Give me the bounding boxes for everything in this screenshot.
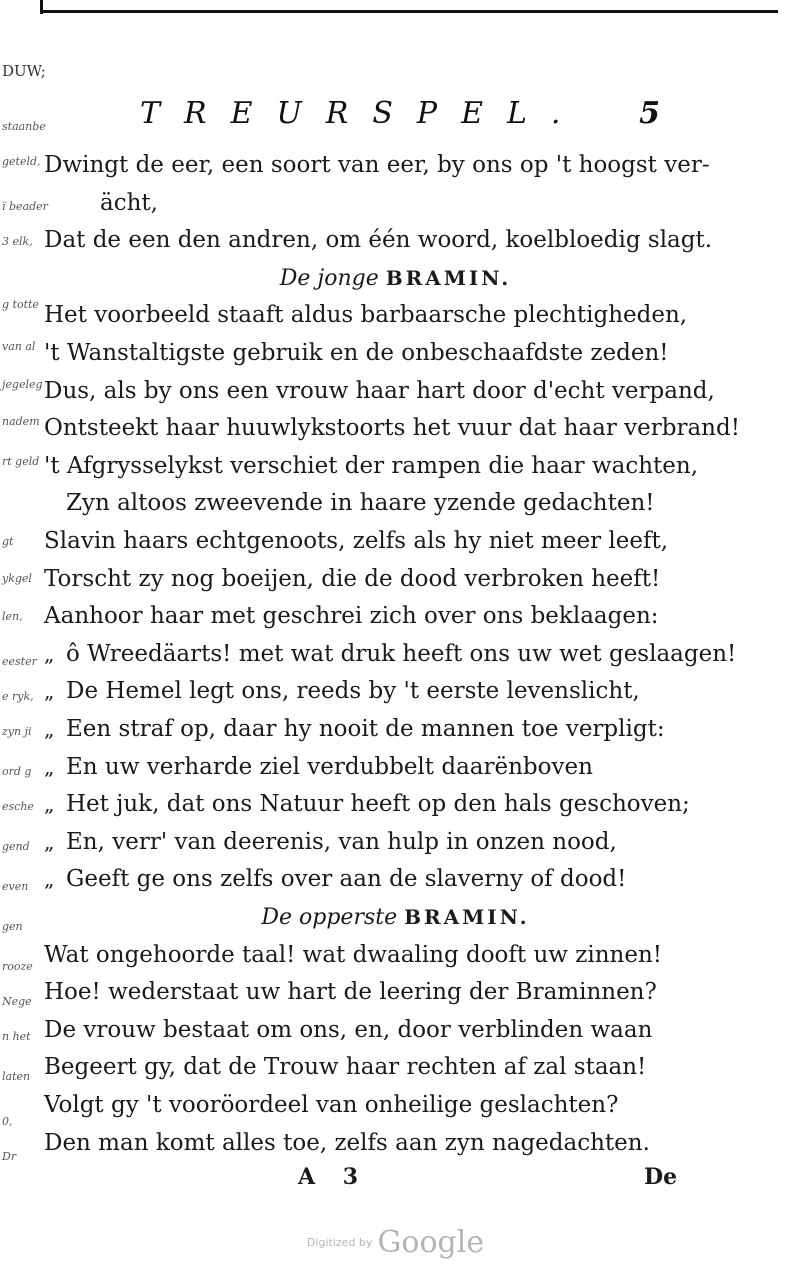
quotation-mark: „: [44, 867, 55, 892]
margin-note: even: [2, 880, 29, 893]
speaker-name: BRAMIN.: [404, 905, 530, 929]
verse-line: [44, 940, 791, 970]
verse-line: [44, 376, 791, 406]
margin-note: esche: [2, 800, 34, 813]
margin-note: zyn ji: [2, 725, 32, 738]
verse-text: Wat ongehoorde taal! wat dwaaling dooft uw zinnen!: [44, 941, 663, 968]
margin-note: 3 elk,: [2, 235, 33, 248]
verse-text: De vrouw bestaat om ons, en, door verblinden waan: [44, 1016, 653, 1043]
margin-note: jegeleg: [2, 378, 43, 391]
verse-line: [44, 564, 791, 594]
margin-note: g totte: [2, 298, 39, 311]
verse-line: [44, 338, 791, 368]
margin-note: n het: [2, 1030, 31, 1043]
margin-note: gen: [2, 920, 23, 933]
quotation-mark: „: [44, 792, 55, 817]
speaker-heading: [0, 902, 791, 933]
watermark-prefix: Digitized by: [306, 1236, 373, 1249]
verse-text: Zyn altoos zweevende in haare yzende gedachten!: [66, 490, 655, 517]
verse-text: Het juk, dat ons Natuur heeft op den hals geschoven;: [66, 791, 690, 818]
quotation-mark: „: [44, 829, 55, 854]
verse-line: [44, 676, 791, 706]
quotation-mark: „: [44, 679, 55, 704]
running-title: TREURSPEL.: [140, 96, 585, 131]
page-number: 5: [639, 96, 660, 131]
verse-text: Dat de een den andren, om één woord, koelbloedig slagt.: [44, 227, 713, 254]
verse-line: [100, 188, 791, 218]
verse-line: [44, 1090, 791, 1120]
verse-line: [44, 526, 791, 556]
speaker-role: De opperste: [261, 905, 398, 930]
margin-note: rooze: [2, 960, 33, 973]
verse-line: [44, 864, 791, 894]
verse-line: [44, 789, 791, 819]
verse-line: [44, 413, 791, 443]
verse-text: ô Wreedäarts! met wat druk heeft ons uw wet geslaagen!: [66, 640, 737, 667]
verse-text: Ontsteekt haar huuwlykstoorts het vuur dat haar verbrand!: [44, 415, 740, 442]
watermark-logo: Google: [377, 1225, 485, 1260]
margin-note: geteld,: [2, 155, 41, 168]
verse-line: [44, 150, 791, 180]
margin-note: len,: [2, 610, 23, 623]
verse-line: [44, 1052, 791, 1082]
verse-line: [44, 977, 791, 1007]
verse-line: [44, 1015, 791, 1045]
digitized-watermark: [0, 1225, 791, 1260]
verse-text: Het voorbeeld staaft aldus barbaarsche plechtigheden,: [44, 302, 688, 329]
verse-text: En uw verharde ziel verdubbelt daarënboven: [66, 753, 593, 780]
quotation-mark: „: [44, 641, 55, 666]
margin-note: van al: [2, 340, 36, 353]
catchword: De: [644, 1164, 678, 1190]
margin-note: gt: [2, 535, 14, 548]
page-top-rule: [40, 0, 778, 13]
margin-note: Nege: [2, 995, 32, 1008]
verse-text: Slavin haars echtgenoots, zelfs als hy niet meer leeft,: [44, 528, 669, 554]
margin-note: DUW;: [2, 62, 46, 80]
verse-line: [44, 827, 791, 857]
margin-note: nadem: [2, 415, 40, 428]
margin-note: ord g: [2, 765, 32, 778]
verse-line: [44, 714, 791, 744]
margin-note: eester: [2, 655, 37, 668]
margin-note: staanbe: [2, 120, 46, 133]
verse-text: Volgt gy 't vooröordeel van onheilige geslachten?: [44, 1092, 619, 1118]
margin-note: e ryk,: [2, 690, 34, 703]
margin-note: ykgel: [2, 572, 32, 585]
verse-text: 't Wanstaltigste gebruik en de onbeschaafdste zeden!: [44, 340, 669, 366]
verse-line: [44, 639, 791, 669]
verse-line: [44, 752, 791, 782]
quotation-mark: „: [44, 754, 55, 779]
margin-note: ï beader: [2, 200, 48, 213]
verse-text: Den man komt alles toe, zelfs aan zyn nagedachten.: [44, 1129, 650, 1156]
speaker-role: De jonge: [279, 265, 379, 291]
margin-note: gend: [2, 840, 30, 853]
verse-text: Een straf op, daar hy nooit de mannen toe verpligt:: [66, 716, 665, 742]
margin-note: 0,: [2, 1115, 13, 1128]
verse-text: Dwingt de eer, een soort van eer, by ons op 't hoogst ver-: [44, 152, 710, 178]
running-header: [140, 96, 660, 136]
verse-text: Aanhoor haar met geschrei zich over ons beklaagen:: [44, 603, 659, 630]
speaker-heading: [0, 263, 791, 294]
verse-text: Hoe! wederstaat uw hart de leering der Braminnen?: [44, 979, 657, 1006]
verse-text: ächt,: [100, 189, 158, 216]
verse-line: [44, 601, 791, 631]
verse-line: [66, 488, 791, 518]
margin-note: laten: [2, 1070, 31, 1083]
margin-note: rt geld: [2, 455, 40, 468]
quotation-mark: „: [44, 717, 55, 741]
verse-line: [44, 451, 791, 481]
verse-text: 't Afgrysselykst verschiet der rampen die haar wachten,: [44, 452, 699, 479]
verse-text: Geeft ge ons zelfs over aan de slaverny of dood!: [66, 866, 627, 893]
verse-text: De Hemel legt ons, reeds by 't eerste levenslicht,: [66, 678, 640, 705]
verse-line: [44, 300, 791, 330]
verse-text: Dus, als by ons een vrouw haar hart door d'echt verpand,: [44, 377, 715, 404]
verse-line: [44, 225, 791, 255]
signature-mark: A 3: [298, 1164, 369, 1190]
verse-text: Begeert gy, dat de Trouw haar rechten af zal staan!: [44, 1054, 647, 1081]
margin-note: Dr: [2, 1150, 17, 1163]
verse-text: En, verr' van deerenis, van hulp in onzen nood,: [66, 828, 617, 855]
verse-line: [44, 1128, 791, 1158]
verse-text: Torscht zy nog boeijen, die de dood verbroken heeft!: [44, 565, 661, 592]
left-margin-bleed-through: [0, 0, 48, 1287]
speaker-name: BRAMIN.: [385, 265, 512, 290]
